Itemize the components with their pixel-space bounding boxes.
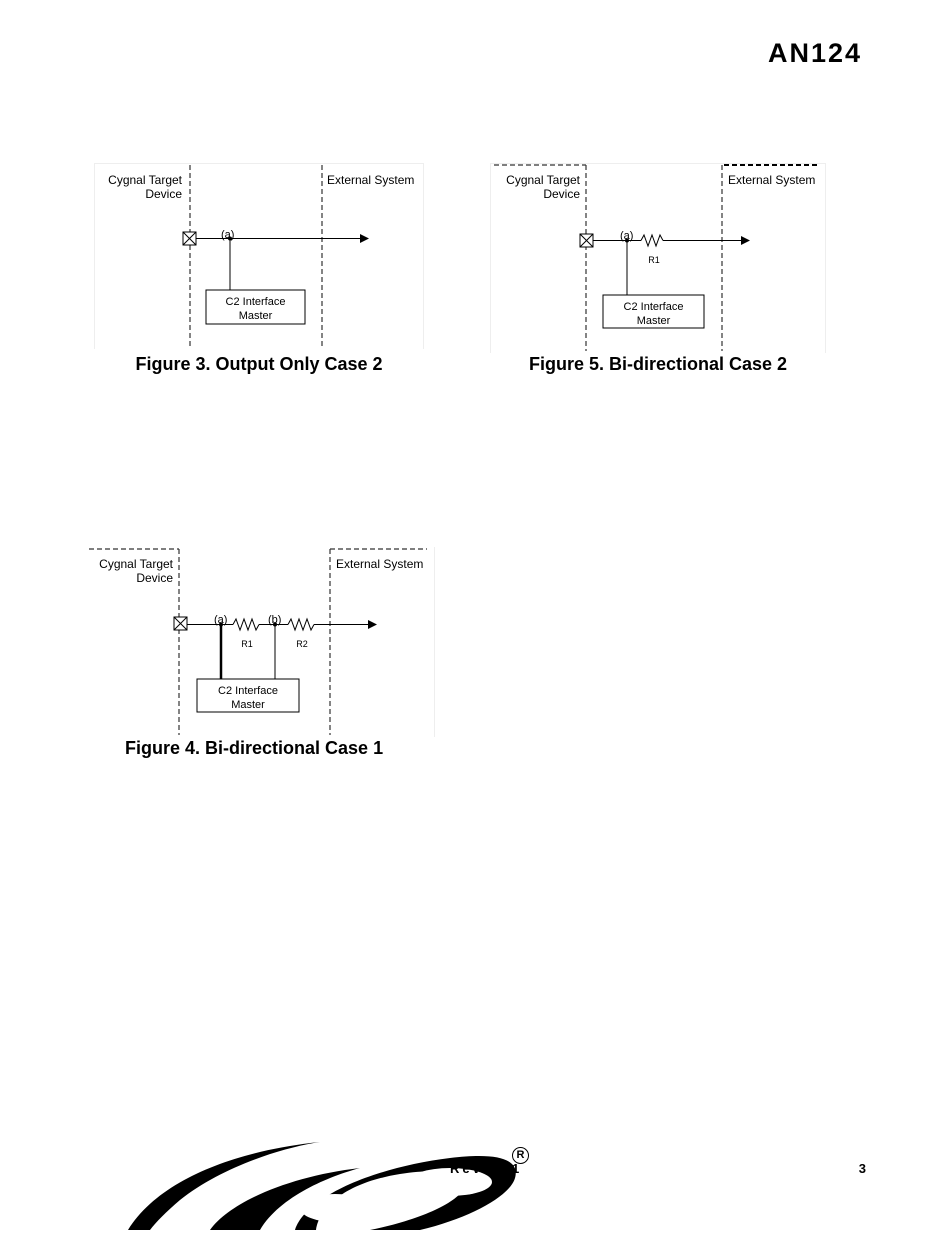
resistor-label: R1: [241, 639, 253, 649]
figure-4-diagram: [87, 547, 435, 737]
document-id: AN124: [767, 38, 862, 68]
node-label: (b): [268, 614, 282, 626]
arrow-icon: [360, 234, 369, 243]
external-label: External System: [728, 173, 816, 187]
svg-text:C2 Interface: C2 Interface: [225, 296, 286, 308]
arrow-icon: [368, 620, 377, 629]
svg-text:Master: Master: [636, 315, 671, 327]
resistor-r1-icon: [233, 619, 259, 630]
page-number: 3: [858, 1161, 866, 1176]
svg-text:Master: Master: [238, 310, 273, 322]
pin-icon: [174, 617, 187, 630]
node-label: (a): [620, 230, 634, 242]
figure-3-diagram: [94, 163, 424, 349]
registered-mark-icon: R: [512, 1147, 529, 1164]
arrow-icon: [741, 236, 750, 245]
figure-3-caption: Figure 3. Output Only Case 2: [135, 354, 383, 374]
resistor-r1-icon: [641, 235, 663, 246]
svg-text:C2 Interface: C2 Interface: [623, 301, 684, 313]
target-label: Device: [136, 571, 173, 585]
target-label: Device: [145, 187, 182, 201]
pin-icon: [580, 234, 593, 247]
target-label: Cygnal Target: [99, 557, 173, 571]
svg-text:Master: Master: [231, 699, 265, 711]
target-label: Cygnal Target: [506, 173, 580, 187]
resistor-label: R1: [648, 255, 660, 265]
target-label: Cygnal Target: [108, 173, 182, 187]
external-label: External System: [327, 173, 415, 187]
node-label: (a): [214, 614, 228, 626]
figure-5-caption: Figure 5. Bi-directional Case 2: [528, 354, 788, 374]
pin-icon: [183, 232, 196, 245]
external-label: External System: [336, 557, 424, 571]
resistor-label: R2: [296, 639, 308, 649]
revision-label: Rev. 1.1: [450, 1161, 523, 1176]
resistor-r2-icon: [288, 619, 314, 630]
svg-text:C2 Interface: C2 Interface: [218, 685, 278, 697]
target-label: Device: [543, 187, 580, 201]
figure-4-caption: Figure 4. Bi-directional Case 1: [125, 738, 384, 758]
figure-5-diagram: [490, 163, 826, 353]
node-label: (a): [221, 229, 235, 241]
company-logo: [120, 1138, 540, 1235]
